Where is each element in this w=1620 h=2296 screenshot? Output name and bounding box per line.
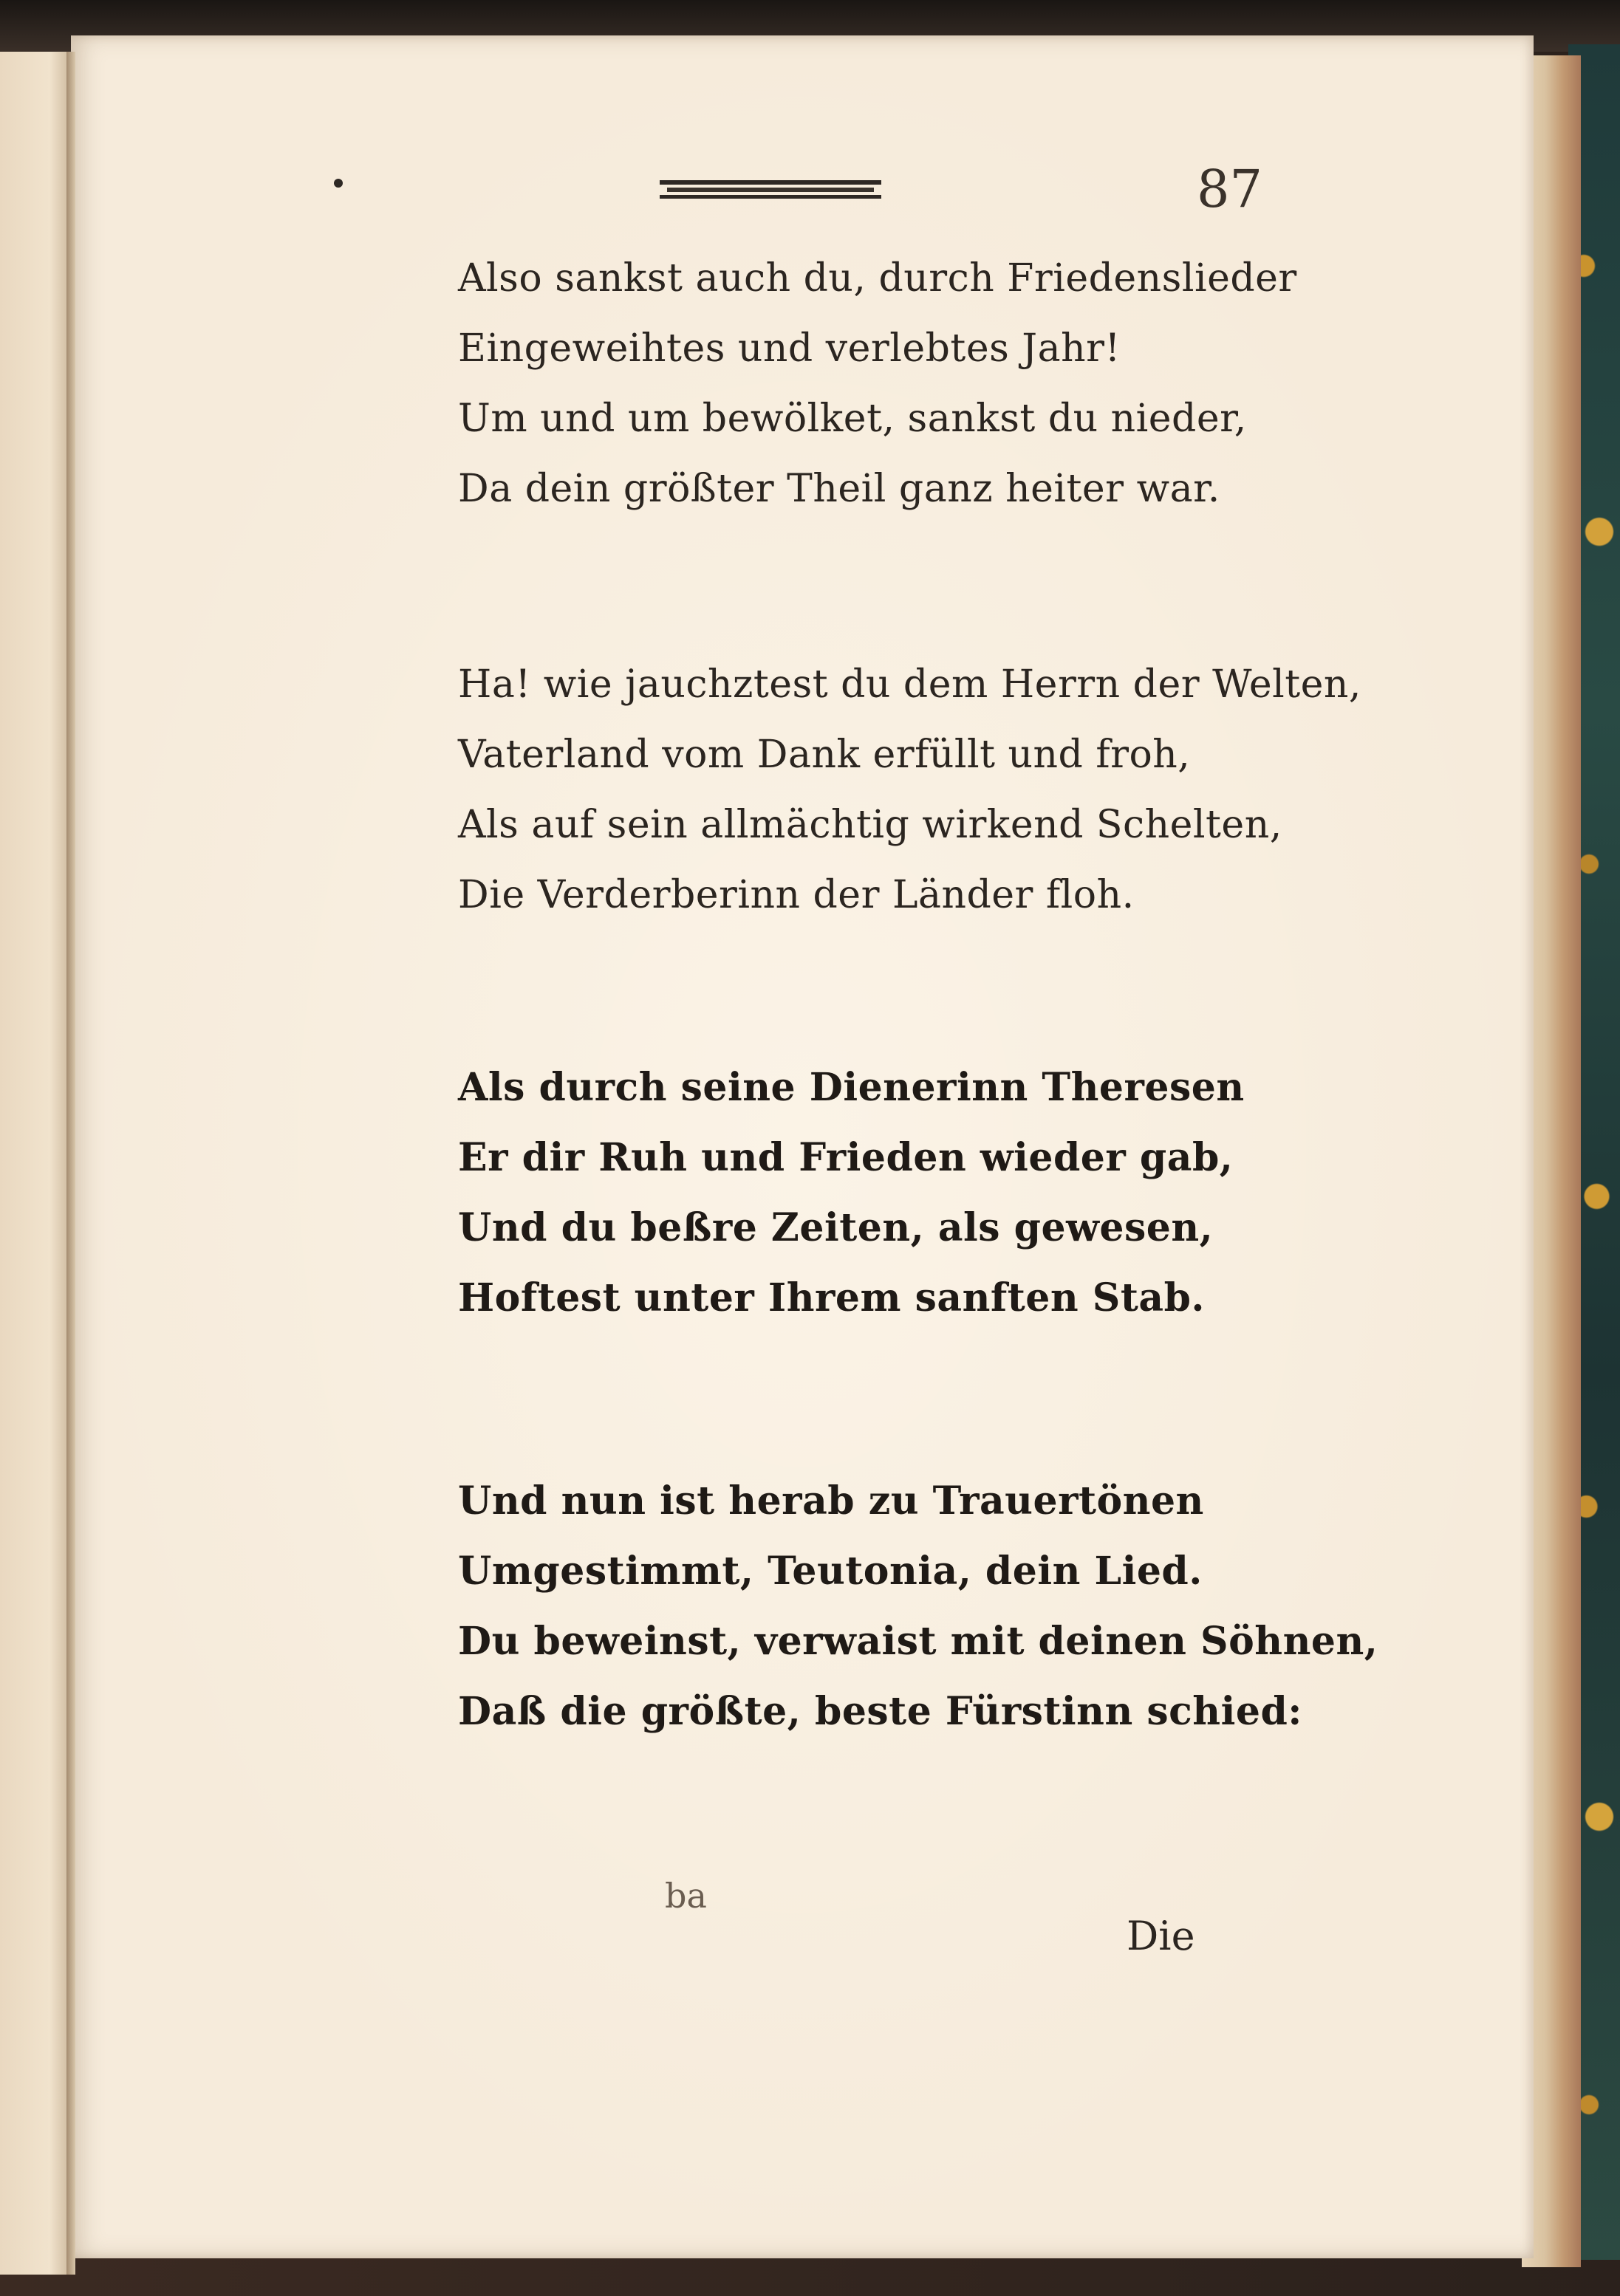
verse-line: Eingeweihtes und verlebtes Jahr! xyxy=(458,326,1121,371)
stanza-1 xyxy=(458,244,1297,524)
left-page-edge xyxy=(0,52,71,2275)
book-gutter xyxy=(66,52,75,2275)
stanza-2 xyxy=(458,650,1361,931)
verse-line: Ha! wie jauchztest du dem Herrn der Welten, xyxy=(458,662,1361,707)
verse-line: Er dir Ruh und Frieden wieder gab, xyxy=(458,1135,1234,1180)
verse-line: Umgestimmt, Teutonia, dein Lied. xyxy=(458,1549,1203,1594)
catchword: Die xyxy=(1127,1913,1195,1959)
verse-line: Um und um bewölket, sankst du nieder, xyxy=(458,397,1247,441)
verse-line: Und nun ist herab zu Trauertönen xyxy=(458,1478,1204,1524)
verse-line: Die Verderberinn der Länder floh. xyxy=(458,873,1135,917)
verse-line: Und du beßre Zeiten, als gewesen, xyxy=(458,1205,1214,1250)
stanza-4 xyxy=(458,1466,1378,1747)
stanza-3 xyxy=(458,1052,1245,1333)
page-number: 87 xyxy=(1197,159,1263,219)
verse-line: Vaterland vom Dank erfüllt und froh, xyxy=(458,733,1191,777)
signature-mark: ba xyxy=(665,1876,707,1916)
verse-line: Als durch seine Dienerinn Theresen xyxy=(458,1065,1245,1110)
verse-line: Du beweinst, verwaist mit deinen Söhnen, xyxy=(458,1619,1378,1664)
verse-line: Da dein größter Theil ganz heiter war. xyxy=(458,467,1220,511)
verse-line: Als auf sein allmächtig wirkend Schelten, xyxy=(458,803,1282,847)
ink-dot xyxy=(334,179,343,188)
verse-line: Also sankst auch du, durch Friedenslieder xyxy=(458,256,1297,301)
verse-line: Hoftest unter Ihrem sanften Stab. xyxy=(458,1275,1206,1320)
header-ornament-rule xyxy=(660,177,881,202)
verse-line: Daß die größte, beste Fürstinn schied: xyxy=(458,1689,1302,1734)
